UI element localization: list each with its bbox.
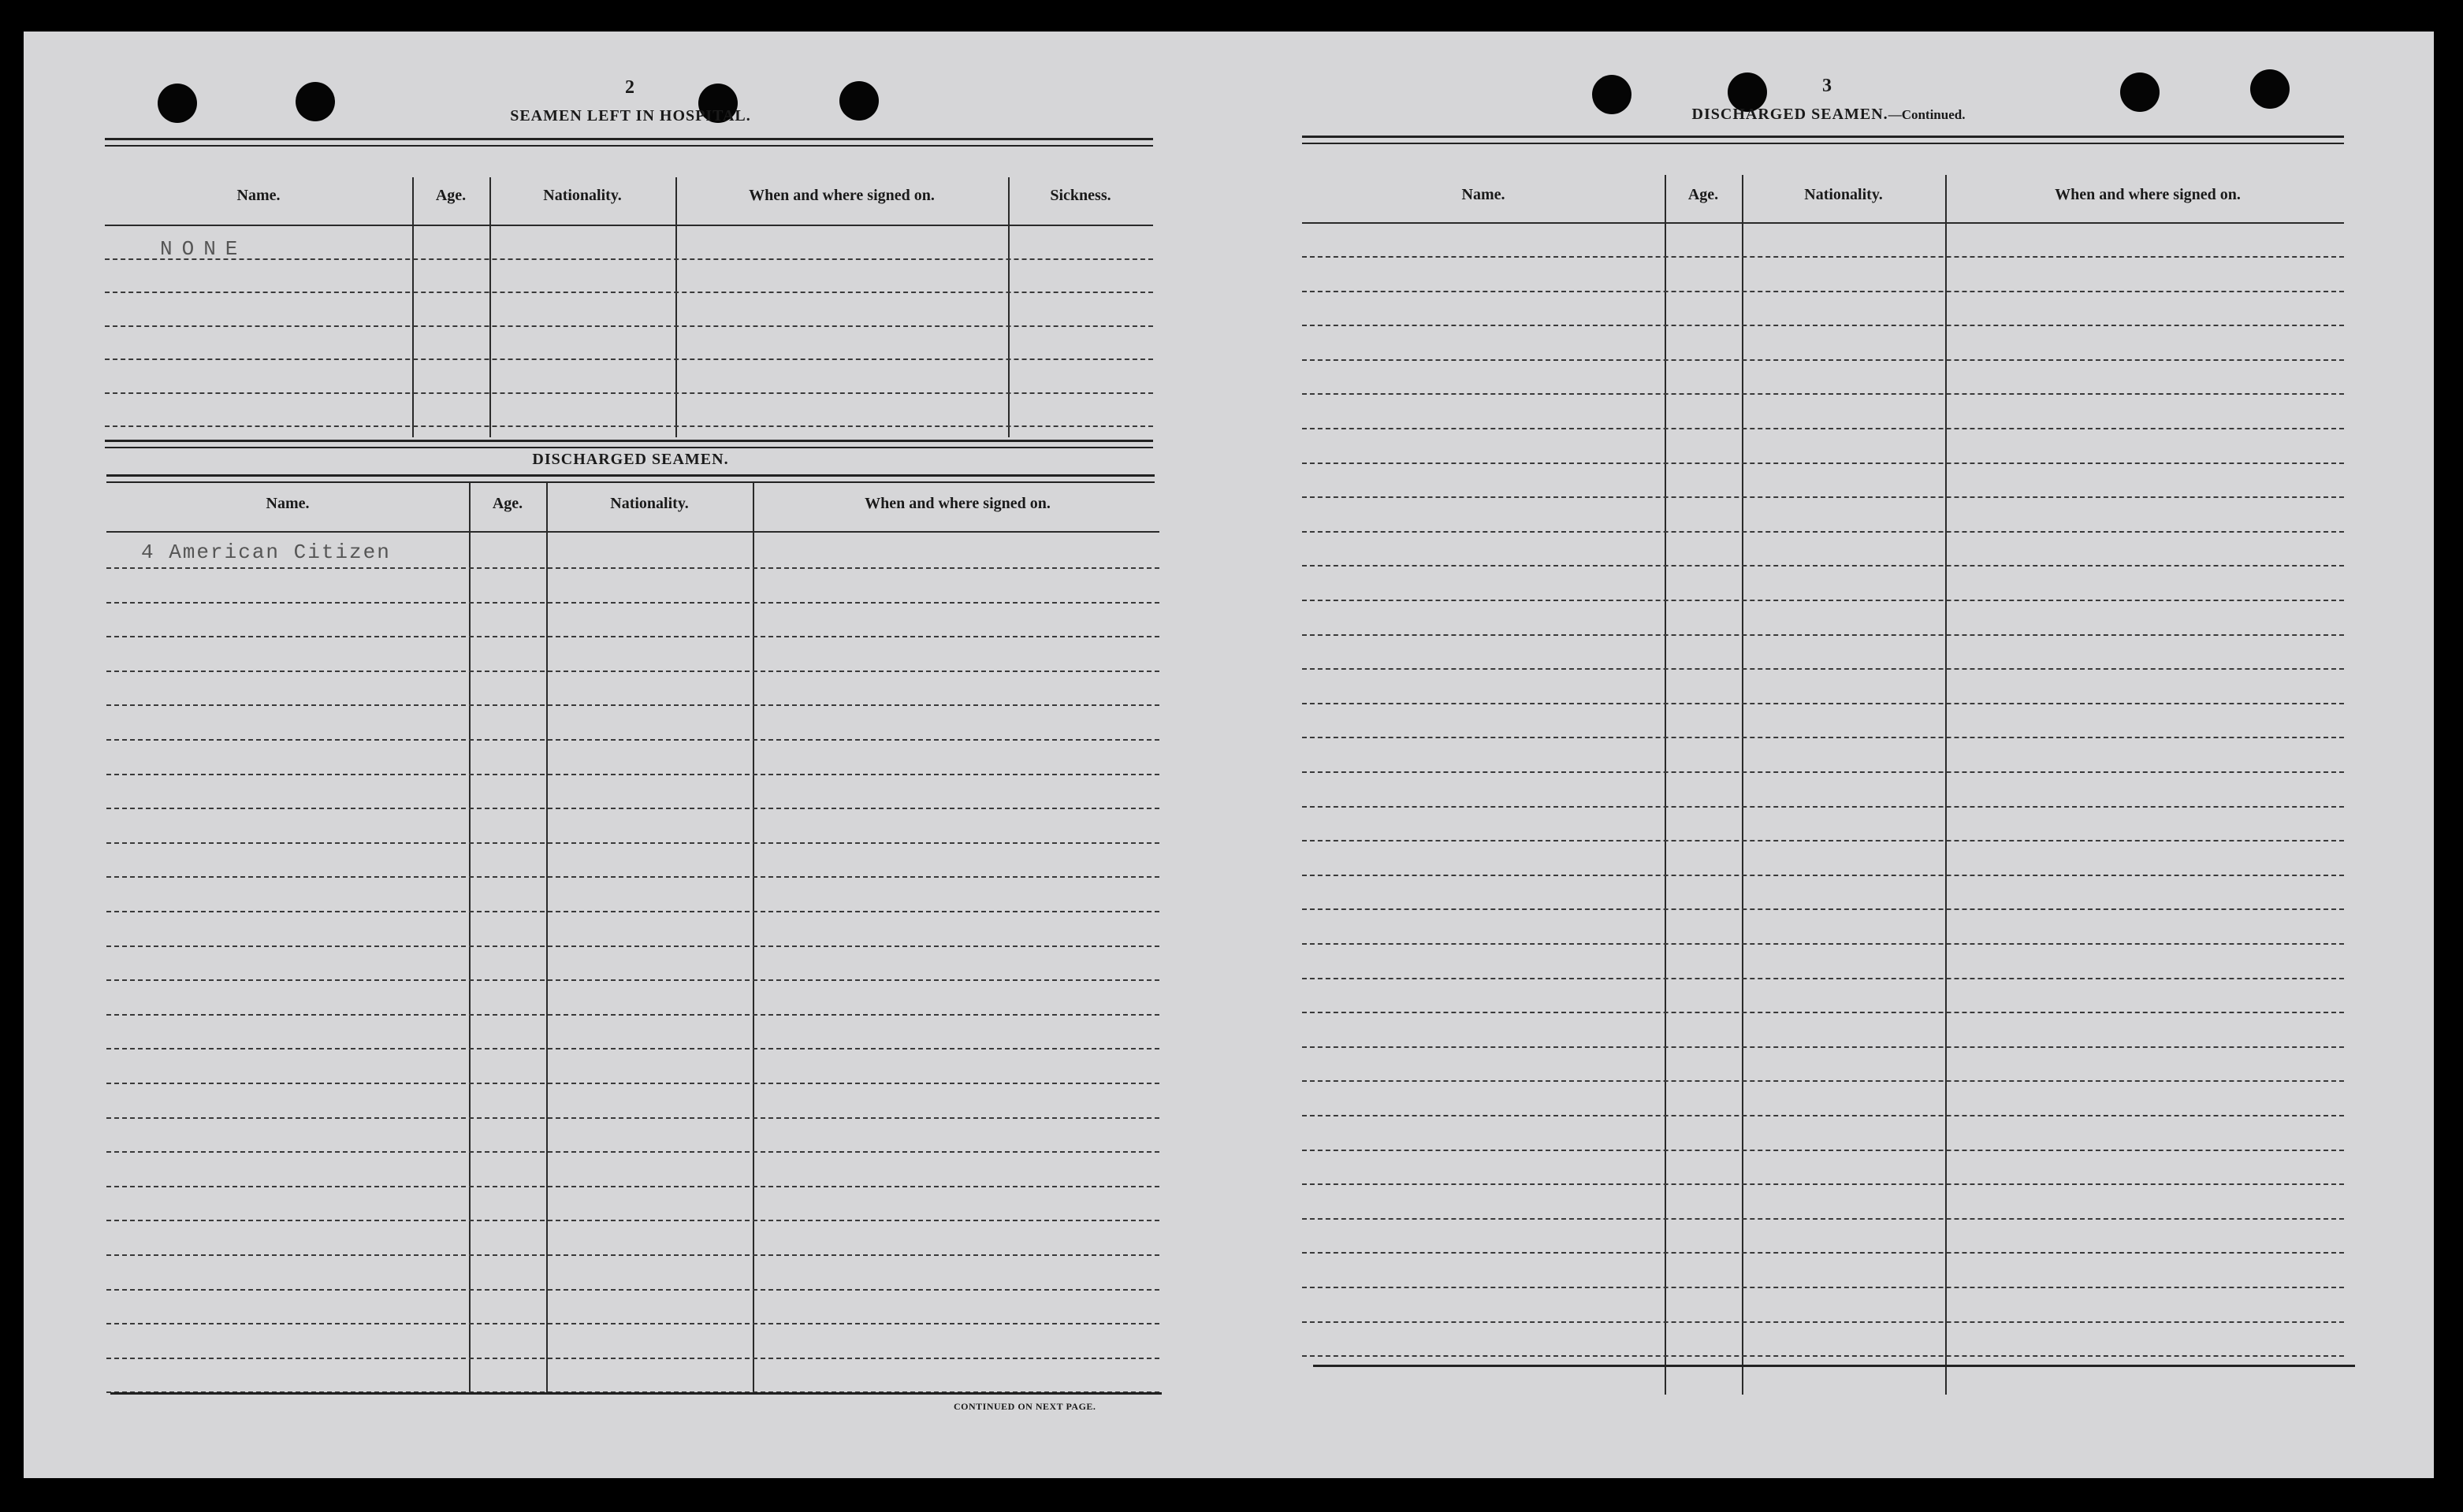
column-divider (1742, 175, 1743, 1395)
entry-line (106, 842, 1159, 844)
continued-note: CONTINUED ON NEXT PAGE. (954, 1401, 1096, 1412)
entry-line (1302, 1218, 2344, 1220)
entry-line (105, 292, 1153, 293)
entry-line (1302, 325, 2344, 326)
header-divider (105, 225, 1153, 226)
discharged-section-title: DISCHARGED SEAMEN. (532, 451, 729, 468)
entry-line (1302, 1115, 2344, 1116)
discharged-table-left (106, 482, 1163, 1396)
entry-line (105, 358, 1153, 360)
entry-line (1302, 875, 2344, 876)
entry-line (106, 945, 1159, 947)
col-header-nationality: Nationality. (1804, 186, 1883, 203)
column-divider (412, 177, 414, 437)
entry-line (1302, 428, 2344, 429)
entry-line (106, 567, 1159, 569)
punch-hole (296, 82, 335, 121)
entry-line (1302, 806, 2344, 808)
entry-line (1302, 1287, 2344, 1288)
col-header-name: Name. (266, 495, 310, 512)
discharged-entry: 4 American Citizen (141, 541, 391, 564)
entry-line (106, 774, 1159, 775)
entry-line (1302, 359, 2344, 361)
column-divider (489, 177, 491, 437)
entry-line (106, 1289, 1159, 1291)
punch-hole (2120, 72, 2160, 112)
entry-line (1302, 1321, 2344, 1323)
punch-hole (1592, 75, 1631, 114)
discharged-table-right (1302, 143, 2350, 1396)
entry-line (1302, 600, 2344, 601)
col-header-name: Name. (236, 187, 281, 204)
punch-hole (158, 84, 197, 123)
entry-line (106, 1117, 1159, 1119)
entry-line (1302, 737, 2344, 738)
column-divider (1665, 175, 1666, 1395)
entry-line (1302, 256, 2344, 258)
entry-line (1302, 978, 2344, 979)
entry-line (106, 602, 1159, 604)
entry-line (106, 979, 1159, 981)
entry-line (1302, 496, 2344, 498)
entry-line (1302, 668, 2344, 670)
entry-line (1302, 908, 2344, 910)
column-divider (1945, 175, 1947, 1395)
entry-line (1302, 1012, 2344, 1013)
discharged-bottom-rule (110, 1392, 1162, 1395)
entry-line (1302, 1355, 2344, 1357)
col-header-sickness: Sickness. (1050, 187, 1111, 204)
entry-line (1302, 1046, 2344, 1048)
punch-hole (2250, 69, 2290, 109)
entry-line (1302, 1080, 2344, 1082)
col-header-name: Name. (1461, 186, 1505, 203)
column-divider (1008, 177, 1010, 437)
entry-line (105, 425, 1153, 427)
entry-line (1302, 463, 2344, 464)
entry-line (106, 1014, 1159, 1016)
entry-line (1302, 840, 2344, 841)
entry-line (106, 1186, 1159, 1187)
entry-line (1302, 291, 2344, 292)
col-header-age: Age. (435, 187, 467, 204)
discharged-continued-title (1655, 106, 2002, 124)
entry-line (106, 636, 1159, 637)
entry-line (106, 808, 1159, 809)
col-header-signed-on: When and where signed on. (749, 187, 935, 204)
entry-line (106, 1048, 1159, 1049)
entry-line (1302, 1183, 2344, 1185)
page-number-left: 2 (625, 77, 634, 98)
punch-hole (839, 81, 879, 121)
entry-line (105, 258, 1153, 260)
entry-line (106, 1151, 1159, 1153)
column-divider (675, 177, 677, 437)
discharged-title-text: DISCHARGED SEAMEN. (1691, 106, 1888, 123)
header-divider (106, 531, 1159, 533)
entry-line (106, 1254, 1159, 1256)
page-number-right: 3 (1822, 76, 1832, 96)
entry-line (1302, 943, 2344, 945)
header-divider (1302, 222, 2344, 224)
col-header-nationality: Nationality. (610, 495, 689, 512)
document-sheet (24, 32, 2434, 1478)
hospital-bottom-rule (105, 440, 1153, 448)
col-header-signed-on: When and where signed on. (865, 495, 1051, 512)
entry-line (106, 671, 1159, 672)
entry-line (1302, 1252, 2344, 1254)
entry-line (106, 1323, 1159, 1324)
continued-suffix: —Continued. (1888, 107, 1966, 122)
entry-line (1302, 703, 2344, 704)
entry-line (1302, 634, 2344, 636)
entry-line (1302, 771, 2344, 773)
entry-line (106, 876, 1159, 878)
entry-line (105, 392, 1153, 394)
col-header-nationality: Nationality. (543, 187, 622, 204)
col-header-age: Age. (492, 495, 523, 512)
entry-line (106, 1083, 1159, 1084)
right-bottom-rule (1313, 1365, 2355, 1367)
entry-line (1302, 1150, 2344, 1151)
entry-line (106, 1358, 1159, 1359)
entry-line (105, 325, 1153, 327)
col-header-age: Age. (1687, 186, 1719, 203)
hospital-entry: NONE (160, 237, 247, 261)
entry-line (106, 911, 1159, 912)
entry-line (106, 704, 1159, 706)
entry-line (1302, 531, 2344, 533)
hospital-table (105, 146, 1153, 445)
entry-line (1302, 565, 2344, 567)
entry-line (106, 739, 1159, 741)
hospital-section-title: SEAMEN LEFT IN HOSPITAL. (510, 107, 751, 124)
col-header-signed-on: When and where signed on. (2055, 186, 2241, 203)
entry-line (1302, 393, 2344, 395)
entry-line (106, 1220, 1159, 1221)
